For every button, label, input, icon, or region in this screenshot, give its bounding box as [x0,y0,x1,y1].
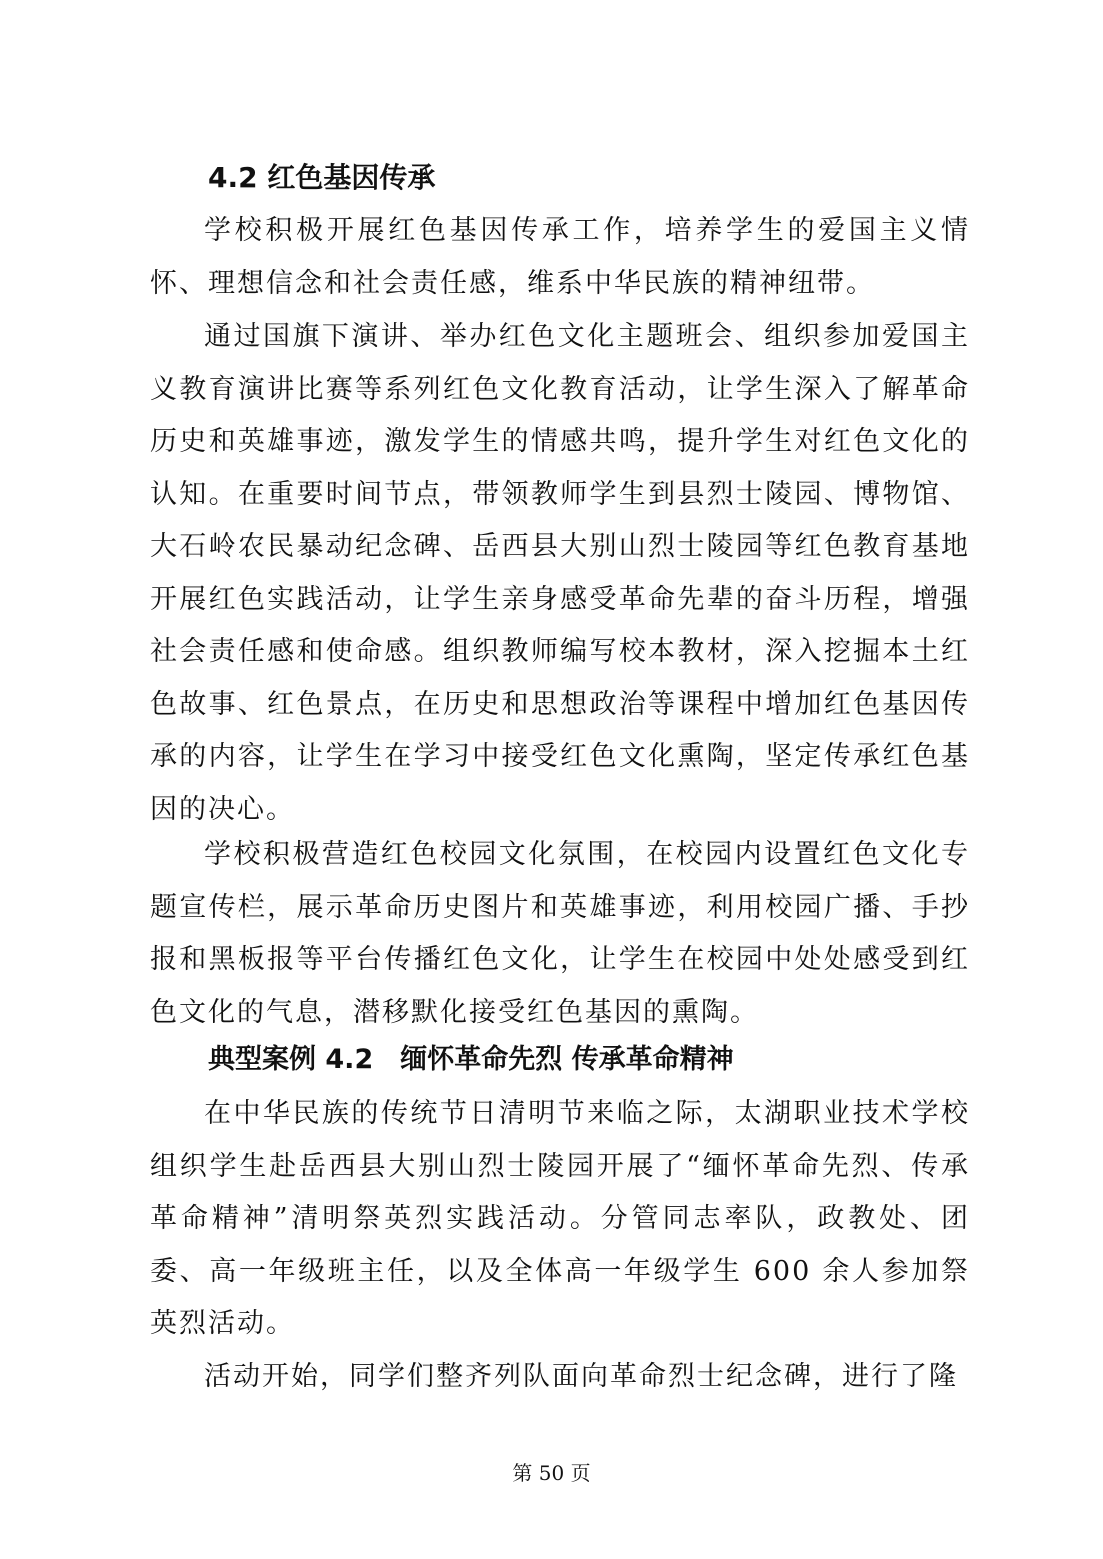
case-title: 典型案例 4.2 缅怀革命先烈 传承革命精神 [208,1044,734,1075]
paragraph-3: 学校积极营造红色校园文化氛围，在校园内设置红色文化专题宣传栏，展示革命历史图片和英雄事迹，利用校园广播、手抄报和黑板报等平台传播红色文化，让学生在校园中处处感受到红色文化的气息，潜移默化接受红色基因的熏陶。 [150,839,970,1028]
case-paragraph-2: 活动开始，同学们整齐列队面向革命烈士纪念碑，进行了隆 [204,1361,958,1392]
case-paragraph-1: 在中华民族的传统节日清明节来临之际，太湖职业技术学校组织学生赴岳西县大别山烈士陵园开展了“缅怀革命先烈、传承革命精神”清明祭英烈实践活动。分管同志率队，政教处、团委、高一年级班主任，以及全体高一年级学生 600 余人参加祭英烈活动。 [150,1098,970,1339]
section-heading: 4.2 红色基因传承 [208,161,436,194]
paragraph-2: 通过国旗下演讲、举办红色文化主题班会、组织参加爱国主义教育演讲比赛等系列红色文化教育活动，让学生深入了解革命历史和英雄事迹，激发学生的情感共鸣，提升学生对红色文化的认知。在重要时间节点，带领教师学生到县烈士陵园、博物馆、大石岭农民暴动纪念碑、岳西县大别山烈士陵园等红色教育基地开展红色实践活动，让学生亲身感受革命先辈的奋斗历程，增强社会责任感和使命感。组织教师编写校本教材，深入挖掘本土红色故事、红色景点，在历史和思想政治等课程中增加红色基因传承的内容，让学生在学习中接受红色文化熏陶，坚定传承红色基因的决心。 [150,321,970,825]
paragraph-1: 学校积极开展红色基因传承工作，培养学生的爱国主义情怀、理想信念和社会责任感，维系中华民族的精神纽带。 [150,215,970,299]
page-number: 第 50 页 [512,1461,591,1485]
